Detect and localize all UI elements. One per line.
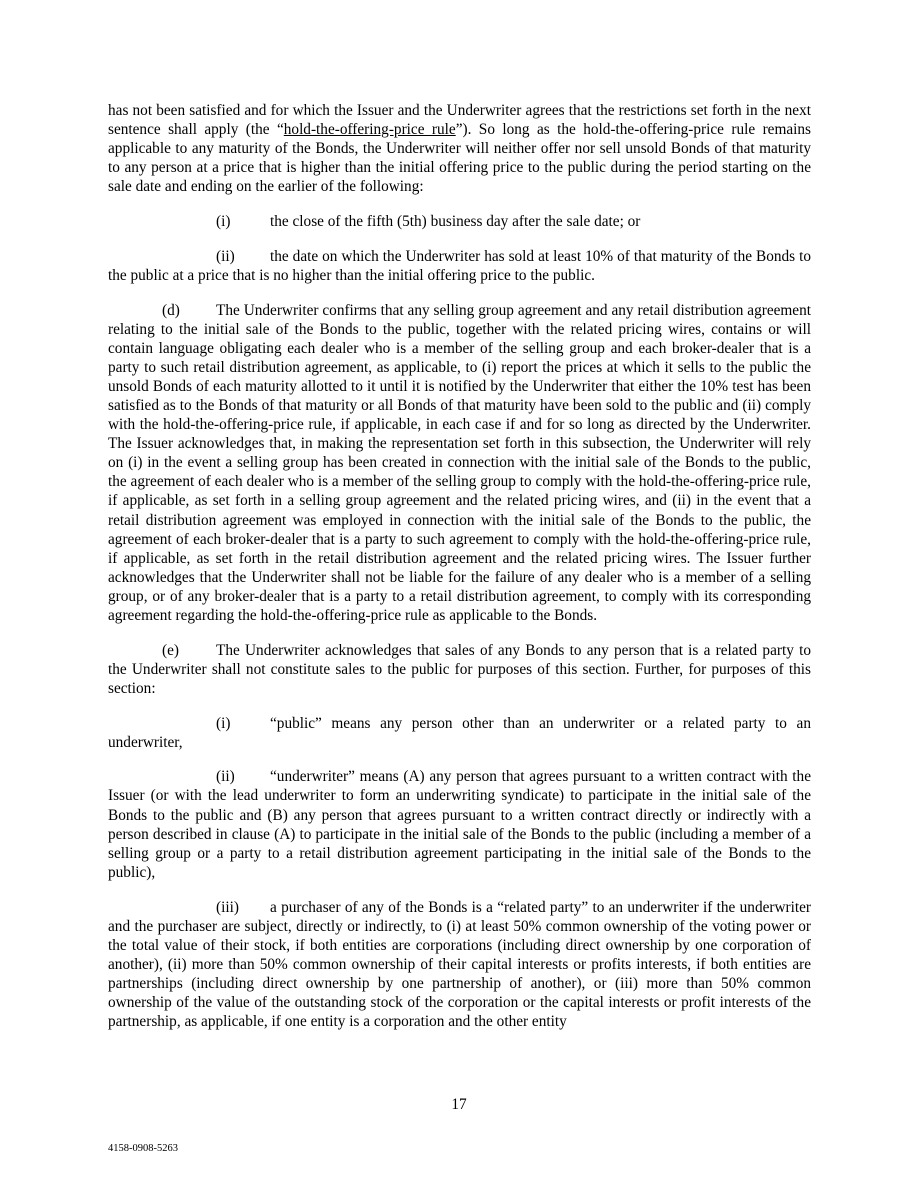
clause-i	[108, 212, 811, 231]
intro-text-b: ”). So long as the hold-the-offering-price rule remains applicable to any maturity of the Bonds, the Underwriter will neither offer nor sell unsold Bonds of that maturity to any person at a price that is higher than the initial offering price to the public during the period starting on the sale date and ending on the earlier of the following:	[108, 121, 811, 196]
definition-public	[108, 714, 811, 752]
clause-ii	[108, 247, 811, 285]
intro-text-a: has not been satisfied and for which the Issuer and the Underwriter agrees that the restrictions set forth in the next sentence shall apply (the “	[108, 102, 811, 139]
page-number: 17	[451, 1096, 467, 1113]
definition-related-party-label: (iii)	[216, 898, 239, 916]
definition-underwriter-label: (ii)	[216, 768, 235, 786]
clause-i-label: (i)	[216, 213, 231, 231]
definition-underwriter	[108, 767, 811, 882]
clause-ii-label: (ii)	[216, 247, 235, 265]
paragraph-intro	[108, 101, 811, 196]
paragraph-e-label: (e)	[162, 641, 179, 659]
hold-the-offering-price-rule-term: hold-the-offering-price rule	[283, 121, 456, 139]
document-body	[108, 101, 811, 1047]
document-id: 4158-0908-5263	[108, 1143, 178, 1154]
paragraph-d-label: (d)	[162, 301, 180, 319]
paragraph-d	[108, 301, 811, 626]
definition-underwriter-text: “underwriter” means (A) any person that agrees pursuant to a written contract with the Issuer (or with the lead underwriter to form an underwriting syndicate) to participate in the initial sale of the Bonds to the public and (B) any person that agrees pursuant to a written contract directly or indirectly with a person described in clause (A) to participate in the initial sale of the Bonds to the public (including a member of a selling group or a party to a retail distribution agreement participating in the initial sale of the Bonds to the public),	[108, 768, 811, 881]
definition-public-label: (i)	[216, 714, 231, 732]
definition-related-party	[108, 898, 811, 1032]
definition-public-text: “public” means any person other than an underwriter or a related party to an underwriter,	[108, 714, 811, 751]
paragraph-d-text: The Underwriter confirms that any selling group agreement and any retail distribution agreement relating to the initial sale of the Bonds to the public, together with the related pricing wires, contains or will contain language obligating each dealer who is a member of the selling group and each broker-dealer that is a party to such retail distribution agreement, as applicable, to (i) report the prices at which it sells to the public the unsold Bonds of each maturity allotted to it until it is notified by the Underwriter that either the 10% test has been satisfied as to the Bonds of that maturity or all Bonds of that maturity have been sold to the public and (ii) comply with the hold-the-offering-price rule, if applicable, in each case if and for so long as directed by the Underwriter. The Issuer acknowledges that, in making the representation set forth in this subsection, the Underwriter will rely on (i) in the event a selling group has been created in connection with the initial sale of the Bonds to the public, the agreement of each dealer who is a member of the selling group to comply with the hold-the-offering-price rule, if applicable, as set forth in a selling group agreement and the related pricing wires, and (ii) in the event that a retail distribution agreement was employed in connection with the initial sale of the Bonds to the public, the agreement of each broker-dealer that is a party to such agreement to comply with the hold-the-offering-price rule, if applicable, as set forth in the retail distribution agreement and the related pricing wires. The Issuer further acknowledges that the Underwriter shall not be liable for the failure of any dealer who is a member of a selling group, or of any broker-dealer that is a party to a retail distribution agreement, to comply with its corresponding agreement regarding the hold-the-offering-price rule as applicable to the Bonds.	[108, 301, 811, 625]
paragraph-e	[108, 641, 811, 698]
clause-ii-text: the date on which the Underwriter has sold at least 10% of that maturity of the Bonds to the public at a price that is no higher than the initial offering price to the public.	[108, 247, 811, 284]
definition-related-party-text: a purchaser of any of the Bonds is a “related party” to an underwriter if the underwriter and the purchaser are subject, directly or indirectly, to (i) at least 50% common ownership of the voting power or the total value of their stock, if both entities are corporations (including direct ownership by one corporation of another), (ii) more than 50% common ownership of their capital interests or profits interests, if both entities are partnerships (including direct ownership by one partnership of another), or (iii) more than 50% common ownership of the value of the outstanding stock of the corporation or the capital interests or profit interests of the partnership, as applicable, if one entity is a corporation and the other entity	[108, 898, 811, 1031]
paragraph-e-text: The Underwriter acknowledges that sales of any Bonds to any person that is a related party to the Underwriter shall not constitute sales to the public for purposes of this section. Further, for purposes of this section:	[108, 641, 811, 697]
clause-i-text: the close of the fifth (5th) business day after the sale date; or	[270, 213, 641, 231]
